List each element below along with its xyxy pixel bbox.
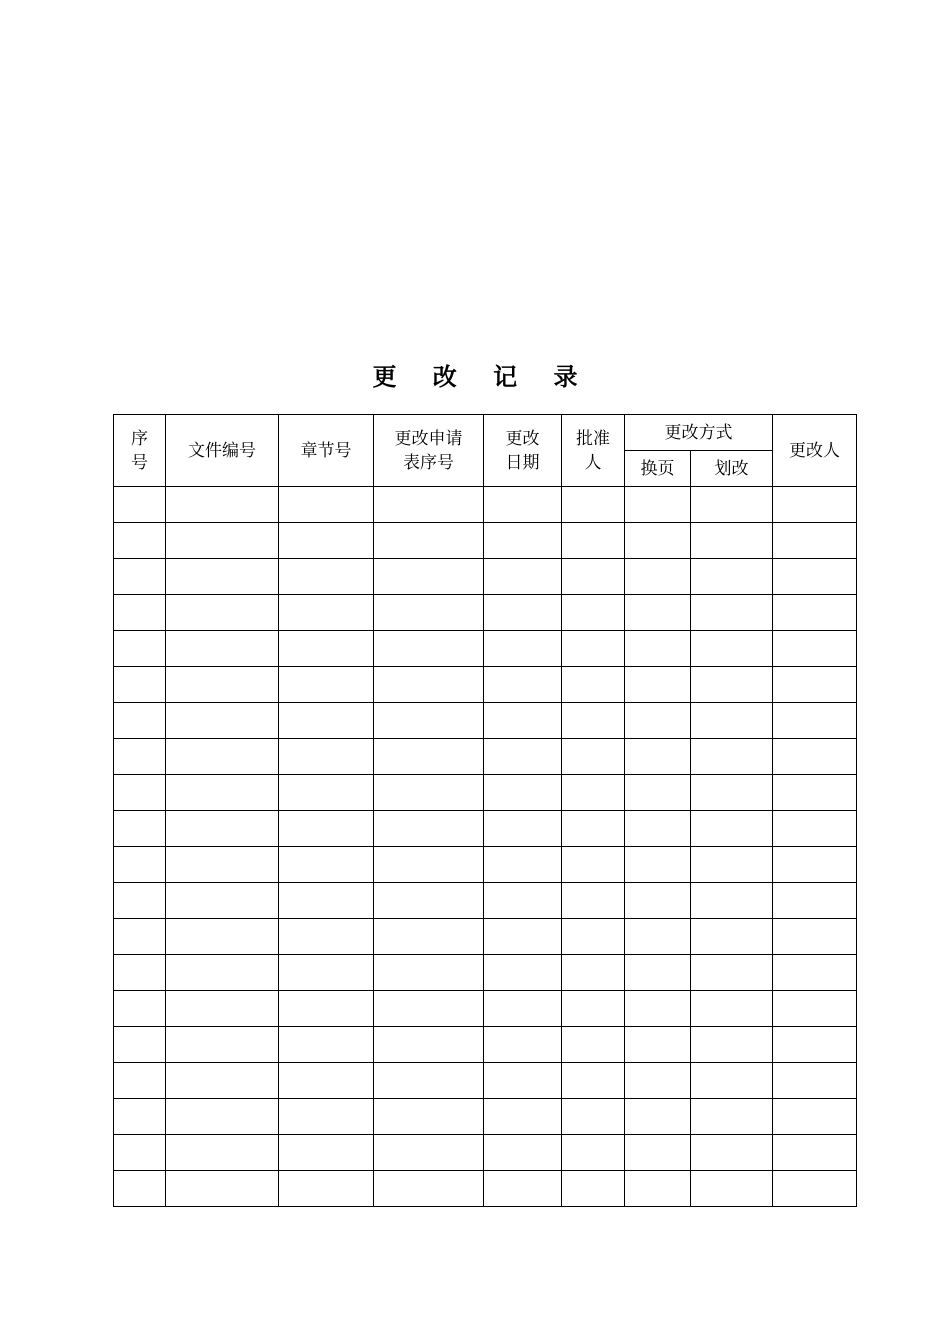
table-row bbox=[114, 631, 857, 667]
table-cell[interactable] bbox=[773, 739, 857, 775]
table-cell[interactable] bbox=[773, 991, 857, 1027]
header-modifier: 更改人 bbox=[773, 415, 857, 487]
table-cell[interactable] bbox=[691, 919, 773, 955]
table-cell[interactable] bbox=[279, 1063, 374, 1099]
table-cell[interactable] bbox=[625, 703, 691, 739]
table-cell[interactable] bbox=[691, 811, 773, 847]
table-cell[interactable] bbox=[625, 1027, 691, 1063]
table-cell[interactable] bbox=[114, 1135, 166, 1171]
table-cell[interactable] bbox=[279, 595, 374, 631]
table-cell[interactable] bbox=[625, 919, 691, 955]
table-cell[interactable] bbox=[625, 883, 691, 919]
table-cell[interactable] bbox=[374, 487, 484, 523]
table-cell[interactable] bbox=[625, 1135, 691, 1171]
table-cell[interactable] bbox=[114, 667, 166, 703]
table-cell[interactable] bbox=[773, 667, 857, 703]
table-cell[interactable] bbox=[166, 487, 279, 523]
table-row bbox=[114, 1135, 857, 1171]
table-row bbox=[114, 1171, 857, 1207]
table-cell[interactable] bbox=[279, 559, 374, 595]
header-method-replace-page: 换页 bbox=[625, 451, 691, 487]
table-cell[interactable] bbox=[562, 631, 625, 667]
table-row bbox=[114, 595, 857, 631]
table-cell[interactable] bbox=[625, 1063, 691, 1099]
table-row bbox=[114, 487, 857, 523]
table-cell[interactable] bbox=[166, 631, 279, 667]
table-cell[interactable] bbox=[374, 991, 484, 1027]
table-cell[interactable] bbox=[484, 775, 562, 811]
table-cell[interactable] bbox=[279, 919, 374, 955]
table-cell[interactable] bbox=[625, 775, 691, 811]
table-cell[interactable] bbox=[773, 487, 857, 523]
table-cell[interactable] bbox=[114, 1099, 166, 1135]
table-cell[interactable] bbox=[166, 703, 279, 739]
table-cell[interactable] bbox=[691, 1027, 773, 1063]
table-cell[interactable] bbox=[166, 955, 279, 991]
table-cell[interactable] bbox=[691, 595, 773, 631]
table-cell[interactable] bbox=[279, 703, 374, 739]
table-cell[interactable] bbox=[562, 847, 625, 883]
table-cell[interactable] bbox=[562, 523, 625, 559]
table-cell[interactable] bbox=[691, 1099, 773, 1135]
table-row bbox=[114, 811, 857, 847]
table-cell[interactable] bbox=[484, 631, 562, 667]
table-cell[interactable] bbox=[114, 811, 166, 847]
table-cell[interactable] bbox=[625, 667, 691, 703]
table-cell[interactable] bbox=[773, 1171, 857, 1207]
table-cell[interactable] bbox=[484, 1099, 562, 1135]
table-cell[interactable] bbox=[773, 883, 857, 919]
table-cell[interactable] bbox=[374, 1027, 484, 1063]
table-cell[interactable] bbox=[625, 559, 691, 595]
table-row bbox=[114, 559, 857, 595]
table-cell[interactable] bbox=[374, 631, 484, 667]
table-cell[interactable] bbox=[625, 487, 691, 523]
table-cell[interactable] bbox=[625, 847, 691, 883]
header-file-no: 文件编号 bbox=[166, 415, 279, 487]
table-cell[interactable] bbox=[166, 667, 279, 703]
table-cell[interactable] bbox=[773, 595, 857, 631]
table-cell[interactable] bbox=[625, 955, 691, 991]
table-cell[interactable] bbox=[562, 883, 625, 919]
table-cell[interactable] bbox=[374, 523, 484, 559]
table-cell[interactable] bbox=[484, 811, 562, 847]
table-cell[interactable] bbox=[691, 631, 773, 667]
table-cell[interactable] bbox=[773, 775, 857, 811]
header-request-no: 更改申请 表序号 bbox=[374, 415, 484, 487]
table-cell[interactable] bbox=[166, 559, 279, 595]
table-row bbox=[114, 955, 857, 991]
table-row bbox=[114, 775, 857, 811]
table-cell[interactable] bbox=[562, 487, 625, 523]
table-cell[interactable] bbox=[279, 667, 374, 703]
table-cell[interactable] bbox=[691, 847, 773, 883]
table-cell[interactable] bbox=[279, 811, 374, 847]
table-cell[interactable] bbox=[374, 847, 484, 883]
table-cell[interactable] bbox=[484, 1135, 562, 1171]
table-cell[interactable] bbox=[562, 595, 625, 631]
table-cell[interactable] bbox=[279, 487, 374, 523]
table-cell[interactable] bbox=[484, 1171, 562, 1207]
table-cell[interactable] bbox=[484, 883, 562, 919]
table-cell[interactable] bbox=[374, 1135, 484, 1171]
table-row bbox=[114, 991, 857, 1027]
table-cell[interactable] bbox=[773, 1063, 857, 1099]
table-cell[interactable] bbox=[166, 1171, 279, 1207]
table-cell[interactable] bbox=[484, 955, 562, 991]
table-cell[interactable] bbox=[625, 739, 691, 775]
table-cell[interactable] bbox=[562, 775, 625, 811]
table-cell[interactable] bbox=[166, 1063, 279, 1099]
table-cell[interactable] bbox=[691, 883, 773, 919]
header-change-date: 更改 日期 bbox=[484, 415, 562, 487]
record-table-body bbox=[114, 487, 857, 1207]
table-cell[interactable] bbox=[166, 883, 279, 919]
table-cell[interactable] bbox=[484, 1027, 562, 1063]
table-cell[interactable] bbox=[562, 1027, 625, 1063]
table-cell[interactable] bbox=[773, 955, 857, 991]
table-cell[interactable] bbox=[166, 775, 279, 811]
table-cell[interactable] bbox=[625, 991, 691, 1027]
table-cell[interactable] bbox=[484, 523, 562, 559]
table-cell[interactable] bbox=[374, 811, 484, 847]
table-row bbox=[114, 739, 857, 775]
table-cell[interactable] bbox=[374, 703, 484, 739]
table-row bbox=[114, 1027, 857, 1063]
table-cell[interactable] bbox=[562, 1099, 625, 1135]
table-cell[interactable] bbox=[279, 1135, 374, 1171]
header-method-strike-change: 划改 bbox=[691, 451, 773, 487]
change-record-table bbox=[113, 414, 857, 1207]
table-cell[interactable] bbox=[484, 559, 562, 595]
table-cell[interactable] bbox=[562, 1135, 625, 1171]
table-cell[interactable] bbox=[114, 847, 166, 883]
table-cell[interactable] bbox=[166, 1027, 279, 1063]
table-cell[interactable] bbox=[625, 1099, 691, 1135]
table-cell[interactable] bbox=[166, 991, 279, 1027]
table-cell[interactable] bbox=[114, 703, 166, 739]
table-cell[interactable] bbox=[691, 703, 773, 739]
table-cell[interactable] bbox=[166, 811, 279, 847]
table-cell[interactable] bbox=[166, 919, 279, 955]
table-cell[interactable] bbox=[166, 739, 279, 775]
table-cell[interactable] bbox=[562, 667, 625, 703]
table-cell[interactable] bbox=[625, 595, 691, 631]
table-cell[interactable] bbox=[114, 919, 166, 955]
table-cell[interactable] bbox=[773, 559, 857, 595]
table-cell[interactable] bbox=[374, 559, 484, 595]
table-cell[interactable] bbox=[562, 1063, 625, 1099]
table-cell[interactable] bbox=[279, 991, 374, 1027]
header-seq: 序 号 bbox=[114, 415, 166, 487]
table-cell[interactable] bbox=[374, 1099, 484, 1135]
table-cell[interactable] bbox=[279, 883, 374, 919]
table-cell[interactable] bbox=[114, 739, 166, 775]
header-chapter-no: 章节号 bbox=[279, 415, 374, 487]
table-cell[interactable] bbox=[773, 1027, 857, 1063]
table-cell[interactable] bbox=[625, 523, 691, 559]
table-cell[interactable] bbox=[773, 1135, 857, 1171]
table-row bbox=[114, 703, 857, 739]
table-cell[interactable] bbox=[279, 739, 374, 775]
table-cell[interactable] bbox=[562, 703, 625, 739]
table-cell[interactable] bbox=[484, 739, 562, 775]
table-cell[interactable] bbox=[166, 1099, 279, 1135]
table-cell[interactable] bbox=[374, 667, 484, 703]
table-cell[interactable] bbox=[562, 1171, 625, 1207]
table-cell[interactable] bbox=[625, 1171, 691, 1207]
table-cell[interactable] bbox=[562, 919, 625, 955]
header-change-method: 更改方式 bbox=[625, 415, 773, 451]
table-cell[interactable] bbox=[484, 1063, 562, 1099]
table-cell[interactable] bbox=[114, 991, 166, 1027]
table-cell[interactable] bbox=[374, 955, 484, 991]
table-cell[interactable] bbox=[773, 847, 857, 883]
table-row bbox=[114, 919, 857, 955]
table-cell[interactable] bbox=[773, 631, 857, 667]
table-cell[interactable] bbox=[374, 1063, 484, 1099]
table-cell[interactable] bbox=[374, 919, 484, 955]
table-cell[interactable] bbox=[279, 631, 374, 667]
table-cell[interactable] bbox=[374, 1171, 484, 1207]
table-cell[interactable] bbox=[166, 847, 279, 883]
table-cell[interactable] bbox=[279, 523, 374, 559]
table-cell[interactable] bbox=[484, 919, 562, 955]
table-cell[interactable] bbox=[279, 847, 374, 883]
table-cell[interactable] bbox=[691, 955, 773, 991]
table-cell[interactable] bbox=[279, 1099, 374, 1135]
table-cell[interactable] bbox=[114, 487, 166, 523]
table-cell[interactable] bbox=[691, 1063, 773, 1099]
table-cell[interactable] bbox=[279, 1171, 374, 1207]
table-cell[interactable] bbox=[773, 703, 857, 739]
table-cell[interactable] bbox=[691, 739, 773, 775]
table-cell[interactable] bbox=[625, 631, 691, 667]
table-cell[interactable] bbox=[484, 487, 562, 523]
table-cell[interactable] bbox=[279, 775, 374, 811]
table-cell[interactable] bbox=[166, 1135, 279, 1171]
table-cell[interactable] bbox=[114, 775, 166, 811]
table-cell[interactable] bbox=[484, 991, 562, 1027]
table-cell[interactable] bbox=[114, 1171, 166, 1207]
table-cell[interactable] bbox=[374, 595, 484, 631]
table-cell[interactable] bbox=[773, 919, 857, 955]
table-cell[interactable] bbox=[114, 523, 166, 559]
table-cell[interactable] bbox=[114, 1063, 166, 1099]
table-row bbox=[114, 1099, 857, 1135]
table-cell[interactable] bbox=[279, 955, 374, 991]
table-row bbox=[114, 523, 857, 559]
table-cell[interactable] bbox=[562, 559, 625, 595]
table-cell[interactable] bbox=[691, 775, 773, 811]
table-cell[interactable] bbox=[114, 631, 166, 667]
table-cell[interactable] bbox=[773, 1099, 857, 1135]
table-cell[interactable] bbox=[691, 1171, 773, 1207]
table-cell[interactable] bbox=[484, 703, 562, 739]
table-cell[interactable] bbox=[166, 523, 279, 559]
table-cell[interactable] bbox=[691, 1135, 773, 1171]
table-cell[interactable] bbox=[484, 667, 562, 703]
table-cell[interactable] bbox=[114, 595, 166, 631]
table-cell[interactable] bbox=[374, 739, 484, 775]
table-cell[interactable] bbox=[562, 739, 625, 775]
document-title: 更 改 记 录 bbox=[372, 362, 592, 391]
table-cell[interactable] bbox=[484, 595, 562, 631]
table-row bbox=[114, 1063, 857, 1099]
table-cell[interactable] bbox=[691, 487, 773, 523]
table-cell[interactable] bbox=[691, 559, 773, 595]
table-row bbox=[114, 883, 857, 919]
header-approver: 批准 人 bbox=[562, 415, 625, 487]
table-cell[interactable] bbox=[691, 991, 773, 1027]
table-cell[interactable] bbox=[484, 847, 562, 883]
table-cell[interactable] bbox=[625, 811, 691, 847]
table-cell[interactable] bbox=[562, 991, 625, 1027]
table-cell[interactable] bbox=[166, 595, 279, 631]
table-row bbox=[114, 847, 857, 883]
table-cell[interactable] bbox=[562, 955, 625, 991]
table-cell[interactable] bbox=[114, 1027, 166, 1063]
table-cell[interactable] bbox=[114, 883, 166, 919]
table-cell[interactable] bbox=[773, 523, 857, 559]
table-cell[interactable] bbox=[374, 883, 484, 919]
table-cell[interactable] bbox=[773, 811, 857, 847]
table-cell[interactable] bbox=[374, 775, 484, 811]
table-cell[interactable] bbox=[691, 523, 773, 559]
table-cell[interactable] bbox=[114, 559, 166, 595]
table-cell[interactable] bbox=[279, 1027, 374, 1063]
table-cell[interactable] bbox=[562, 811, 625, 847]
table-cell[interactable] bbox=[114, 955, 166, 991]
table-cell[interactable] bbox=[691, 667, 773, 703]
table-row bbox=[114, 667, 857, 703]
